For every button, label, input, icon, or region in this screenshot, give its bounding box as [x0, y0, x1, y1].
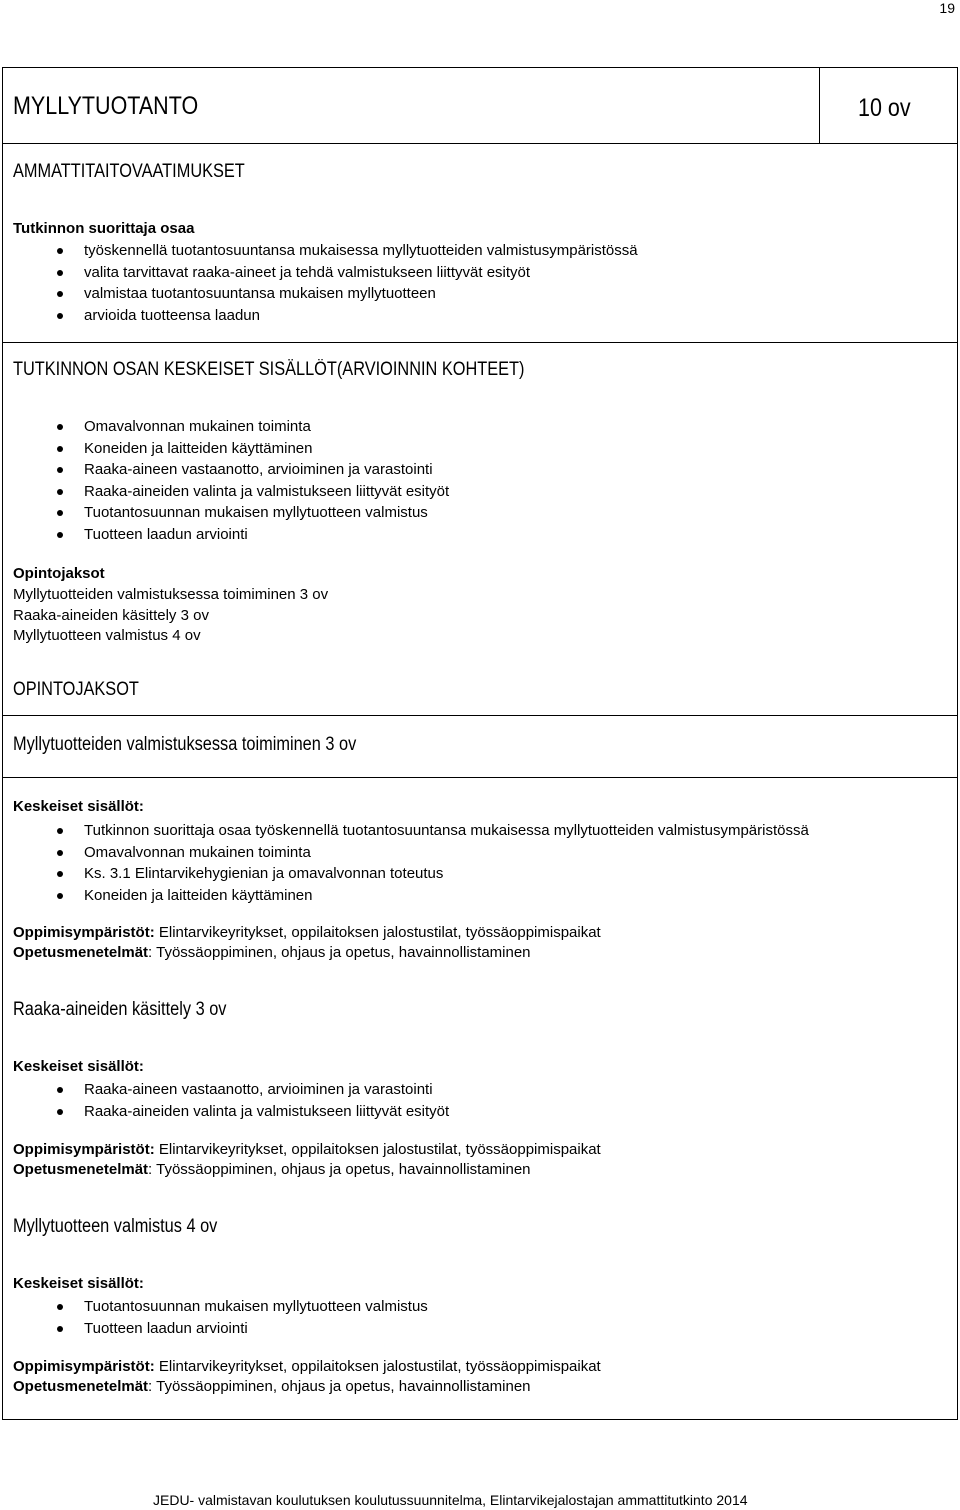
- module-credits: 10 ov: [858, 94, 911, 122]
- bullet-icon: [57, 489, 63, 495]
- list-item: työskennellä tuotantosuuntansa mukaisessa myllytuotteiden valmistusympäristössä: [3, 240, 638, 262]
- bullet-icon: [57, 828, 63, 834]
- bullet-icon: [57, 424, 63, 430]
- unit-3-methods: Opetusmenetelmät: Työssäoppiminen, ohjaus ja opetus, havainnollistaminen: [13, 1378, 531, 1395]
- unit-2-contents-label: Keskeiset sisällöt:: [13, 1058, 144, 1075]
- list-item: Myllytuotteen valmistus 4 ov: [13, 627, 201, 644]
- list-item: arvioida tuotteensa laadun: [3, 305, 638, 327]
- bullet-icon: [57, 313, 63, 319]
- bullet-icon: [57, 270, 63, 276]
- unit-3-contents-label: Keskeiset sisällöt:: [13, 1275, 144, 1292]
- list-item: Tuotteen laadun arviointi: [3, 1318, 428, 1340]
- requirements-list: [3, 240, 638, 326]
- contents-list: [3, 416, 449, 545]
- contents-heading: TUTKINNON OSAN KESKEISET SISÄLLÖT(ARVIOINNIN KOHTEET): [13, 359, 525, 380]
- study-units-list: [13, 585, 328, 647]
- unit-3-environments: Oppimisympäristöt: Elintarvikeyritykset, oppilaitoksen jalostustilat, työssäoppimispaikat: [13, 1358, 601, 1375]
- bullet-icon: [57, 510, 63, 516]
- unit-1-contents-label: Keskeiset sisällöt:: [13, 798, 144, 815]
- unit-1-contents-list: [3, 820, 809, 906]
- bullet-icon: [57, 1087, 63, 1093]
- module-title: MYLLYTUOTANTO: [13, 92, 199, 120]
- curriculum-table: [2, 67, 958, 1420]
- list-item: Raaka-aineiden valinta ja valmistukseen liittyvät esityöt: [3, 481, 449, 503]
- contents-section: [3, 343, 958, 716]
- list-item: Koneiden ja laitteiden käyttäminen: [3, 885, 809, 907]
- list-item: valita tarvittavat raaka-aineet ja tehdä valmistukseen liittyvät esityöt: [3, 262, 638, 284]
- list-item: Tuotteen laadun arviointi: [3, 524, 449, 546]
- unit-3-title: Myllytuotteen valmistus 4 ov: [13, 1216, 218, 1237]
- title-row: [3, 68, 958, 144]
- unit-1-title-row: [3, 716, 958, 778]
- bullet-icon: [57, 1326, 63, 1332]
- units-detail-section: [3, 778, 958, 1420]
- list-item: Tutkinnon suorittaja osaa työskennellä tuotantosuuntansa mukaisessa myllytuotteiden valmistusympäristössä: [3, 820, 809, 842]
- study-units-heading: OPINTOJAKSOT: [13, 679, 139, 700]
- unit-2-methods: Opetusmenetelmät: Työssäoppiminen, ohjaus ja opetus, havainnollistaminen: [13, 1161, 531, 1178]
- list-item: Raaka-aineen vastaanotto, arvioiminen ja varastointi: [3, 459, 449, 481]
- list-item: Koneiden ja laitteiden käyttäminen: [3, 438, 449, 460]
- study-units-label: Opintojaksot: [13, 565, 105, 582]
- bullet-icon: [57, 893, 63, 899]
- requirements-intro: Tutkinnon suorittaja osaa: [13, 220, 195, 237]
- unit-2-contents-list: [3, 1079, 449, 1122]
- title-cell: [3, 68, 820, 143]
- unit-1-methods: Opetusmenetelmät: Työssäoppiminen, ohjaus ja opetus, havainnollistaminen: [13, 944, 531, 961]
- credits-cell: [820, 68, 957, 143]
- list-item: Raaka-aineiden käsittely 3 ov: [13, 606, 209, 624]
- list-item: Tuotantosuunnan mukaisen myllytuotteen valmistus: [3, 1296, 428, 1318]
- list-item: Raaka-aineen vastaanotto, arvioiminen ja varastointi: [3, 1079, 449, 1101]
- list-item: Ks. 3.1 Elintarvikehygienian ja omavalvonnan toteutus: [3, 863, 809, 885]
- bullet-icon: [57, 446, 63, 452]
- bullet-icon: [57, 1109, 63, 1115]
- unit-1-title: Myllytuotteiden valmistuksessa toimiminen 3 ov: [13, 734, 357, 755]
- unit-3-contents-list: [3, 1296, 428, 1339]
- bullet-icon: [57, 291, 63, 297]
- list-item: Tuotantosuunnan mukaisen myllytuotteen valmistus: [3, 502, 449, 524]
- bullet-icon: [57, 467, 63, 473]
- list-item: valmistaa tuotantosuuntansa mukaisen myllytuotteen: [3, 283, 638, 305]
- unit-2-title: Raaka-aineiden käsittely 3 ov: [13, 999, 227, 1020]
- list-item: Myllytuotteiden valmistuksessa toimiminen 3 ov: [13, 586, 329, 603]
- unit-2-environments: Oppimisympäristöt: Elintarvikeyritykset, oppilaitoksen jalostustilat, työssäoppimispaikat: [13, 1141, 601, 1158]
- requirements-section: [3, 144, 958, 343]
- page-footer: JEDU- valmistavan koulutuksen koulutussuunnitelma, Elintarvikejalostajan ammattitutkinto 2014: [153, 1492, 748, 1508]
- bullet-icon: [57, 850, 63, 856]
- bullet-icon: [57, 532, 63, 538]
- list-item: Omavalvonnan mukainen toiminta: [3, 842, 809, 864]
- bullet-icon: [57, 248, 63, 254]
- list-item: Raaka-aineiden valinta ja valmistukseen liittyvät esityöt: [3, 1101, 449, 1123]
- bullet-icon: [57, 1304, 63, 1310]
- bullet-icon: [57, 871, 63, 877]
- unit-1-environments: Oppimisympäristöt: Elintarvikeyritykset, oppilaitoksen jalostustilat, työssäoppimispaikat: [13, 924, 601, 941]
- page-number: 19: [939, 0, 955, 16]
- requirements-heading: AMMATTITAITOVAATIMUKSET: [13, 161, 245, 182]
- list-item: Omavalvonnan mukainen toiminta: [3, 416, 449, 438]
